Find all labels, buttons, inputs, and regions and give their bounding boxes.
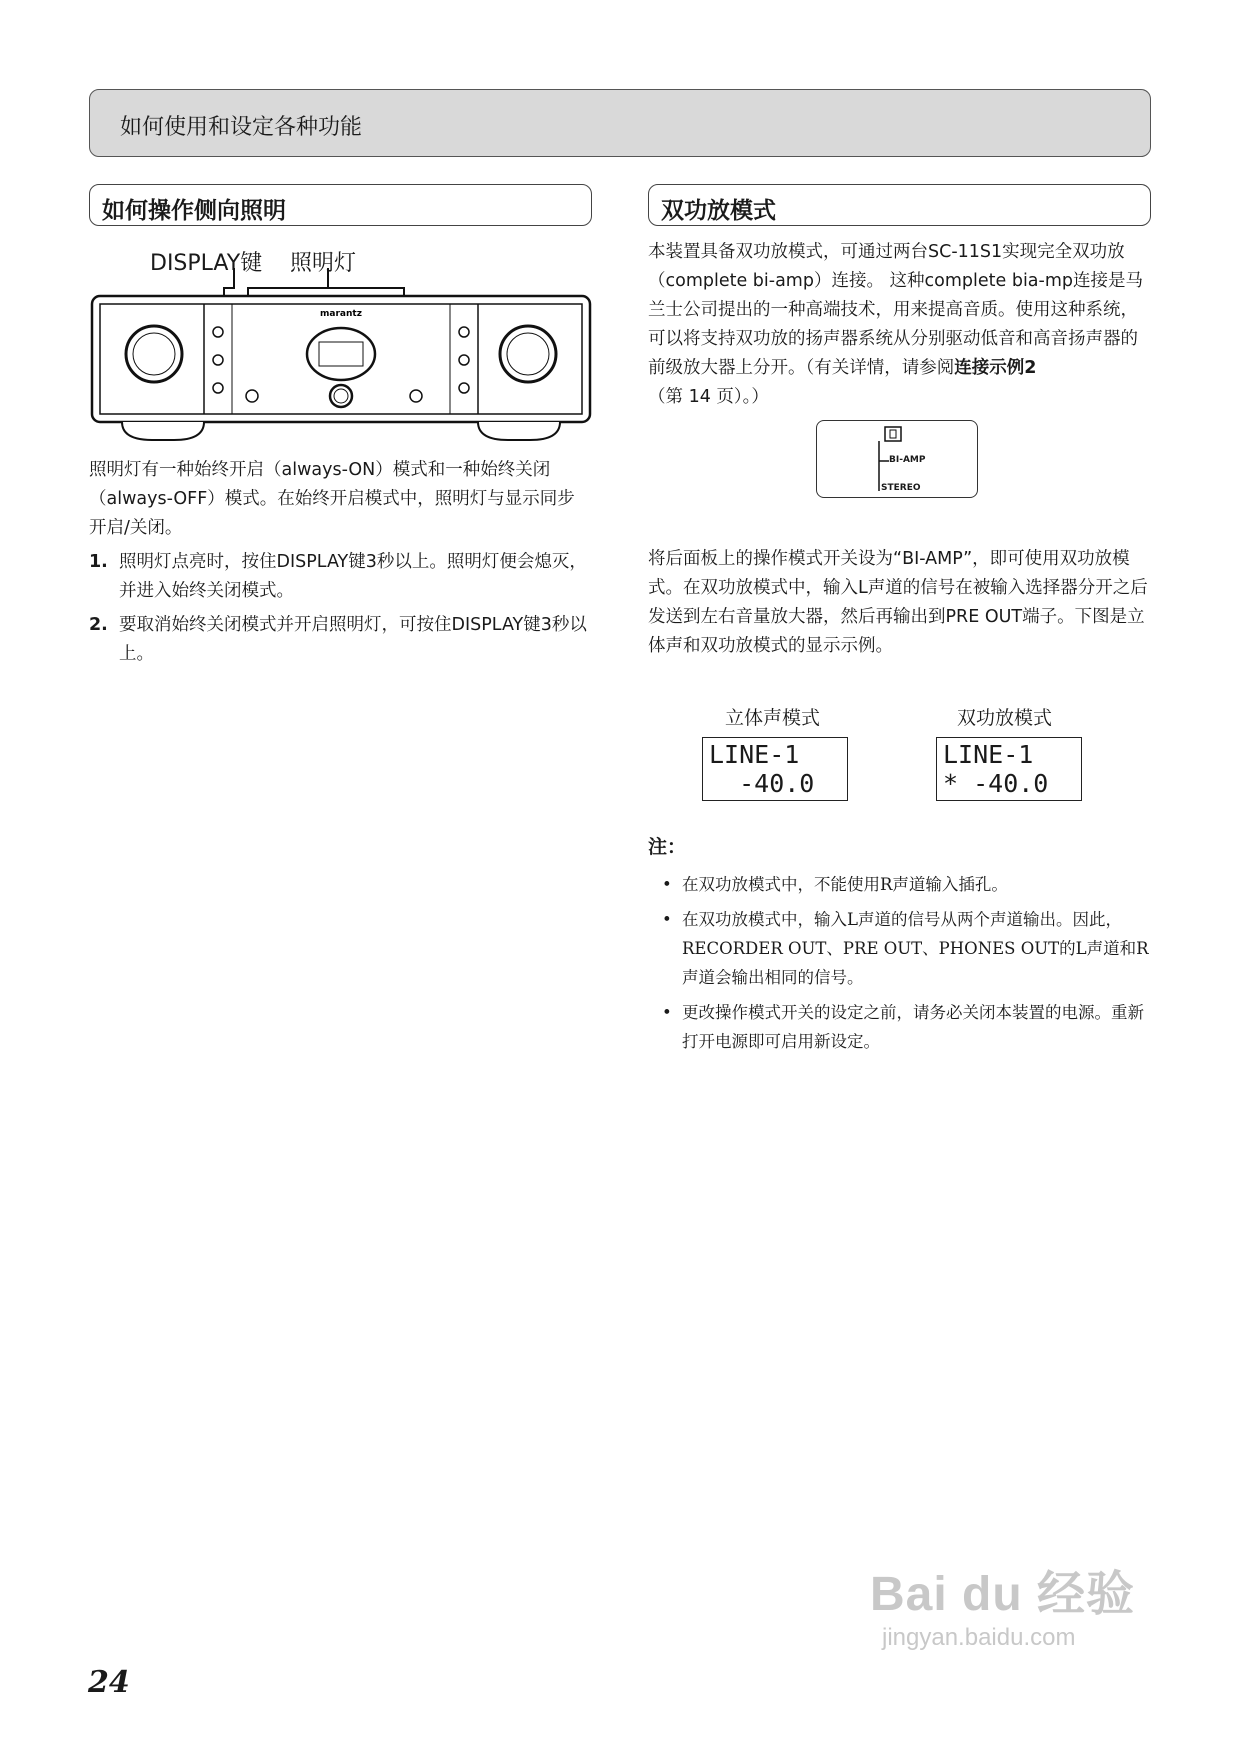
connection-example-link: 连接示例2 [954, 358, 1037, 378]
stereo-mode-display: LINE-1 -40.0 [702, 737, 848, 801]
section-title-side-lighting: 如何操作侧向照明 [89, 184, 592, 226]
switch-label-bi-amp: BI-AMP [889, 455, 926, 465]
brand-logo: marantz [320, 309, 362, 319]
watermark-brand: Bai du 经验 [870, 1568, 1136, 1621]
note-item: • 在双功放模式中，输入L声道的信号从两个声道输出。因此，RECORDER OUT、PRE OUT、PHONES OUT的L声道和R声道会输出相同的信号。 [662, 910, 1149, 987]
stereo-mode-label: 立体声模式 [725, 707, 821, 729]
step-item: 1. 照明灯点亮时，按住DISPLAY键3秒以上。照明灯便会熄灭，并进入始终关闭模式。 [89, 552, 587, 601]
amplifier-front-panel-illustration [86, 268, 596, 448]
chapter-header [89, 89, 1151, 157]
watermark-url: jingyan.baidu.com [882, 1624, 1076, 1651]
page-number: 24 [88, 1665, 130, 1700]
notes-heading: 注： [648, 836, 687, 858]
bi-amp-description: 将后面板上的操作模式开关设为“BI-AMP”，即可使用双功放模式。在双功放模式中，输入L声道的信号在被输入选择器分开之后发送到左右音量放大器，然后再输出到PRE OUT端子。下图是立体声和双功放模式的显示示例。 [648, 549, 1148, 656]
callout-lamp: 照明灯 [290, 251, 357, 276]
note-item: • 更改操作模式开关的设定之前，请务必关闭本装置的电源。重新打开电源即可启用新设定。 [662, 1003, 1144, 1051]
chapter-title: 如何使用和设定各种功能 [120, 115, 363, 140]
note-item: • 在双功放模式中，不能使用R声道输入插孔。 [662, 875, 1008, 894]
step-item: 2. 要取消始终关闭模式并开启照明灯，可按住DISPLAY键3秒以上。 [89, 615, 587, 664]
bi-amp-mode-display: LINE-1 * -40.0 [936, 737, 1082, 801]
section-title-bi-amp: 双功放模式 [648, 184, 1151, 226]
bi-amp-intro: 本装置具备双功放模式，可通过两台SC-11S1实现完全双功放（complete bi-amp）连接。 这种complete bia-mp连接是马兰士公司提出的一种高端技术，用来提高音质。使用这种系统，可以将支持双功放的扬声器系统从分别驱动低音和高音扬声器的前级放大器上分开。（有关详情，请参阅连接示例2（第 14 页）。） [648, 242, 1143, 407]
bi-amp-mode-label: 双功放模式 [957, 707, 1053, 729]
switch-label-stereo: STEREO [881, 483, 921, 493]
side-lighting-steps [89, 548, 592, 674]
callout-display-key: DISPLAY键 [150, 251, 263, 276]
notes-list [662, 870, 1152, 1062]
operation-mode-switch-illustration [816, 420, 978, 498]
side-lighting-intro: 照明灯有一种始终开启（always-ON）模式和一种始终关闭（always-OFF）模式。在始终开启模式中，照明灯与显示同步开启/关闭。 [89, 460, 575, 538]
baidu-watermark [870, 1555, 1135, 1652]
